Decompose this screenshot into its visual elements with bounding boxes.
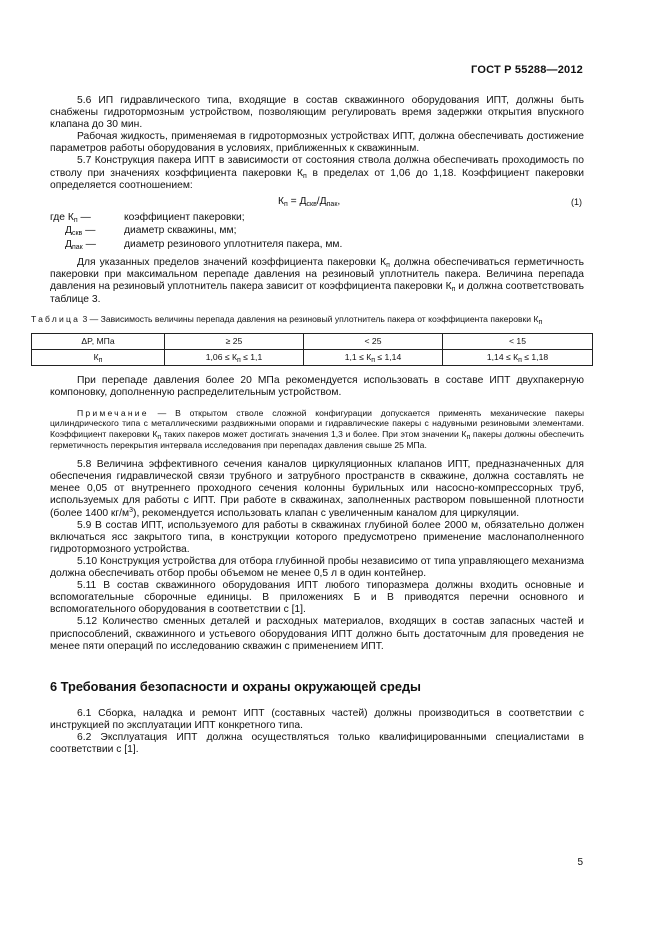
- legend-row: $Д_{пак}$ — диаметр резинового уплотнителя пакера, мм.: [65, 238, 343, 251]
- paragraph-packing-limits: Для указанных пределов значений коэффициента пакеровки $К_п$ должна обеспечиваться герметичность пакеровки при максимальном перепаде давления на резиновый уплотнитель пакера. Величина перепада давления на резиновый уплотнитель пакера зависит от коэффициента пакеровки $К_п$ и должна соответствовать таблице 3.: [50, 257, 584, 305]
- paragraph-5-7: 5.7 Конструкция пакера ИПТ в зависимости от состояния ствола должна обеспечивать проходимость по стволу при значениях коэффициента пакеровки $К_п$ в пределах от 1,06 до 1,18. Коэффициент пакеровки определяется соотношением:: [50, 155, 584, 191]
- paragraph-5-12: 5.12 Количество сменных деталей и расходных материалов, входящих в состав запасных частей и приспособлений, скважинного и устьевого оборудования ИПТ должно быть достаточным для проведения не менее пяти операций по исследованию скважин с применением ИПТ.: [50, 616, 584, 652]
- paragraph-5-6-fluid: Рабочая жидкость, применяемая в гидротормозных устройствах ИПТ, должна обеспечивать достижение параметров работы оборудования в условиях, приближенных к скважинным.: [50, 131, 584, 155]
- paragraph-6-1: 6.1 Сборка, наладка и ремонт ИПТ (составных частей) должны производиться в соответствии с инструкцией по эксплуатации ИПТ конкретного типа.: [50, 707, 584, 731]
- table-cell: < 15: [443, 333, 593, 349]
- paragraph-6-2: 6.2 Эксплуатация ИПТ должна осуществляться только квалифицированными специалистами в соответствии с [1].: [50, 731, 584, 755]
- formula-number: (1): [571, 196, 582, 207]
- formula-legend: [50, 211, 584, 252]
- formula-expression: $К_п = Д_{скв}/Д_{пак}$,: [278, 195, 341, 208]
- table-cell: $1,14 \le К_п \le 1,18$: [443, 349, 593, 365]
- formula-1: [50, 195, 584, 211]
- page-content: [31, 95, 585, 756]
- legend-row: где $К_п$ — коэффициент пакеровки;: [50, 211, 245, 224]
- paragraph-5-11: 5.11 В состав скважинного оборудования ИПТ любого типоразмера должны входить основные и вспомогательные сборочные единицы. В приложениях Б и В приводятся перечни основного и вспомогательного оборудования в соответствии с [1].: [50, 580, 584, 616]
- paragraph-5-10: 5.10 Конструкция устройства для отбора глубинной пробы независимо от типа управляющего механизма должна обеспечивать отбор пробы объемом не менее 0,5 л в один контейнер.: [50, 555, 584, 580]
- paragraph-5-8: 5.8 Величина эффективного сечения каналов циркуляционных клапанов ИПТ, предназначенных для обеспечения гидравлической связи трубного и затрубного пространств в скважине, должна составлять не менее 0,05 от внутреннего проходного сечения колонны бурильных или насосно-компрессорных труб, используемых для работы с ИПТ. При работе в скважинах, заполненных раствором повышенной плотности (более 1400 $кг/м^3$), рекомендуется использовать клапан с увеличенным каналом для циркуляции.: [50, 459, 584, 519]
- paragraph-5-6: 5.6 ИП гидравлического типа, входящие в состав скважинного оборудования ИПТ, должны быть снабжены гидротормозным устройством, позволяющим регулировать время задержки открытия впускного клапана до 30 мин.: [50, 95, 584, 131]
- paragraph-5-9: 5.9 В состав ИПТ, используемого для работы в скважинах глубиной более 2000 м, обязательно должен включаться ясс закрытого типа, в конструкции которого предусмотрено применение маслонаполненного гидротормозного устройства.: [50, 519, 584, 555]
- table-caption: Таблица 3 — Зависимость величины перепада давления на резиновый уплотнитель пакера от коэффициента пакеровки $К_п$: [31, 313, 543, 326]
- note: Примечание — В открытом стволе сложной конфигурации допускается применять механические пакеры цилиндрического типа с металлическими раздвижными опорами и гидравлические пакеры с надувными резиновыми элементами. Коэффициент пакеровки $К_п$ таких пакеров может достигать значения 1,3 и более. При этом значении $К_п$ пакеры должны обеспечить герметичность перекрытия интервала исследования при перепадах давления свыше 25 МПа.: [50, 407, 585, 450]
- legend-row: $Д_{скв}$ — диаметр скважины, мм;: [65, 225, 237, 238]
- table-row: [32, 333, 593, 349]
- page-number: 5: [577, 857, 583, 868]
- table-3: [31, 333, 593, 366]
- standard-header: ГОСТ Р 55288—2012: [471, 64, 583, 76]
- table-cell: ΔP, МПа: [32, 333, 165, 349]
- paragraph-two-packer: При перепаде давления более 20 МПа рекомендуется использовать в составе ИПТ двухпакерную компоновку, дополненную распределительным устройством.: [50, 374, 584, 398]
- section-6-heading: 6 Требования безопасности и охраны окружающей среды: [50, 678, 421, 694]
- table-cell: $К_п$: [32, 349, 165, 365]
- table-row: [32, 349, 593, 365]
- table-cell: $1,06 \le К_п \le 1,1$: [165, 349, 304, 365]
- table-cell: $1,1 \le К_п \le 1,14$: [304, 349, 443, 365]
- table-cell: < 25: [304, 333, 443, 349]
- table-cell: ≥ 25: [165, 333, 304, 349]
